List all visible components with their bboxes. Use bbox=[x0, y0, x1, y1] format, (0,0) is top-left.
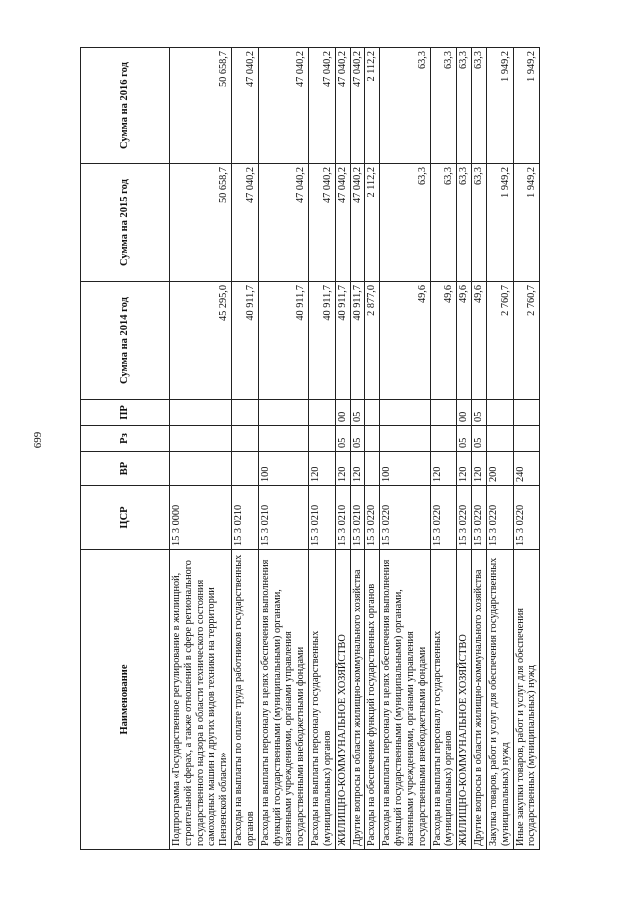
cell-pr: 00 bbox=[335, 400, 350, 426]
cell-pr bbox=[232, 400, 259, 426]
cell-sum-2014: 45 295,0 bbox=[170, 282, 232, 400]
cell-rz bbox=[513, 426, 540, 452]
table-row bbox=[457, 48, 472, 850]
table-row bbox=[486, 48, 513, 850]
cell-sum-2015: 47 040,2 bbox=[232, 164, 259, 282]
table-row bbox=[472, 48, 487, 850]
cell-csr: 15 3 0220 bbox=[430, 486, 457, 550]
header-sum-2014: Сумма на 2014 год bbox=[81, 282, 170, 400]
cell-rz bbox=[309, 426, 336, 452]
cell-sum-2015: 2 112,2 bbox=[365, 164, 380, 282]
cell-csr: 15 3 0210 bbox=[232, 486, 259, 550]
cell-pr bbox=[258, 400, 308, 426]
cell-rz: 05 bbox=[335, 426, 350, 452]
cell-name: Расходы на обеспечение функций государственных органов bbox=[365, 550, 380, 850]
cell-sum-2016: 63,3 bbox=[472, 48, 487, 164]
cell-csr: 15 3 0210 bbox=[350, 486, 365, 550]
cell-vr: 120 bbox=[472, 452, 487, 486]
cell-vr: 120 bbox=[457, 452, 472, 486]
cell-sum-2016: 47 040,2 bbox=[335, 48, 350, 164]
cell-sum-2015: 47 040,2 bbox=[258, 164, 308, 282]
cell-vr bbox=[232, 452, 259, 486]
header-rz: Рз bbox=[81, 426, 170, 452]
cell-rz: 05 bbox=[350, 426, 365, 452]
header-pr: ПР bbox=[81, 400, 170, 426]
cell-sum-2014: 40 911,7 bbox=[232, 282, 259, 400]
cell-pr bbox=[309, 400, 336, 426]
cell-sum-2016: 47 040,2 bbox=[309, 48, 336, 164]
cell-vr bbox=[365, 452, 380, 486]
page-number: 699 bbox=[32, 431, 44, 449]
cell-sum-2016: 2 112,2 bbox=[365, 48, 380, 164]
cell-sum-2015: 47 040,2 bbox=[335, 164, 350, 282]
cell-vr: 120 bbox=[335, 452, 350, 486]
cell-sum-2016: 63,3 bbox=[430, 48, 457, 164]
cell-sum-2015: 63,3 bbox=[430, 164, 457, 282]
cell-csr: 15 3 0210 bbox=[309, 486, 336, 550]
cell-name: Закупка товаров, работ и услуг для обеспечения государственных (муниципальных) нужд bbox=[486, 550, 513, 850]
cell-sum-2016: 47 040,2 bbox=[350, 48, 365, 164]
table-row bbox=[430, 48, 457, 850]
cell-sum-2016: 1 949,2 bbox=[513, 48, 540, 164]
table-row bbox=[309, 48, 336, 850]
table-row bbox=[350, 48, 365, 850]
table-row bbox=[335, 48, 350, 850]
cell-sum-2014: 2 760,7 bbox=[513, 282, 540, 400]
cell-pr: 00 bbox=[457, 400, 472, 426]
cell-rz bbox=[380, 426, 430, 452]
cell-name: Подпрограмма «Государственное регулирование в жилищной, строительной сферах, а также отношений в сфере регионального государственного надзора в области технического состояния самоходных машин и других видов техники на территории Пензенской области» bbox=[170, 550, 232, 850]
cell-rz: 05 bbox=[457, 426, 472, 452]
cell-name: Расходы на выплаты по оплате труда работников государственных органов bbox=[232, 550, 259, 850]
cell-name: ЖИЛИЩНО-КОММУНАЛЬНОЕ ХОЗЯЙСТВО bbox=[457, 550, 472, 850]
cell-sum-2014: 49,6 bbox=[380, 282, 430, 400]
cell-pr bbox=[486, 400, 513, 426]
cell-name: Другие вопросы в области жилищно-коммунального хозяйства bbox=[472, 550, 487, 850]
cell-name: Расходы на выплаты персоналу в целях обеспечения выполнения функций государственными (муниципальными) органами, казенными учреждениями, органами управления государственными внебюджетными фондами bbox=[380, 550, 430, 850]
cell-csr: 15 3 0220 bbox=[457, 486, 472, 550]
cell-sum-2016: 63,3 bbox=[457, 48, 472, 164]
cell-sum-2014: 40 911,7 bbox=[309, 282, 336, 400]
cell-sum-2015: 63,3 bbox=[472, 164, 487, 282]
header-sum-2016: Сумма на 2016 год bbox=[81, 48, 170, 164]
cell-sum-2014: 2 877,0 bbox=[365, 282, 380, 400]
cell-sum-2014: 2 760,7 bbox=[486, 282, 513, 400]
cell-pr bbox=[513, 400, 540, 426]
header-csr: ЦСР bbox=[81, 486, 170, 550]
cell-csr: 15 3 0210 bbox=[335, 486, 350, 550]
cell-pr bbox=[170, 400, 232, 426]
cell-name: Иные закупки товаров, работ и услуг для обеспечения государственных (муниципальных) нужд bbox=[513, 550, 540, 850]
table-header-row bbox=[81, 48, 170, 850]
cell-vr bbox=[170, 452, 232, 486]
cell-csr: 15 3 0210 bbox=[258, 486, 308, 550]
cell-name: Расходы на выплаты персоналу государственных (муниципальных) органов bbox=[430, 550, 457, 850]
cell-sum-2015: 47 040,2 bbox=[309, 164, 336, 282]
table-body bbox=[170, 48, 540, 850]
cell-sum-2016: 47 040,2 bbox=[232, 48, 259, 164]
cell-sum-2016: 50 658,7 bbox=[170, 48, 232, 164]
rotated-page-content bbox=[80, 48, 560, 850]
cell-pr bbox=[380, 400, 430, 426]
cell-csr: 15 3 0220 bbox=[472, 486, 487, 550]
budget-table bbox=[80, 47, 540, 850]
table-row bbox=[170, 48, 232, 850]
cell-vr: 100 bbox=[258, 452, 308, 486]
cell-sum-2014: 49,6 bbox=[457, 282, 472, 400]
cell-pr: 05 bbox=[350, 400, 365, 426]
cell-sum-2016: 63,3 bbox=[380, 48, 430, 164]
header-name: Наименование bbox=[81, 550, 170, 850]
cell-rz bbox=[430, 426, 457, 452]
cell-rz bbox=[365, 426, 380, 452]
cell-rz: 05 bbox=[472, 426, 487, 452]
header-sum-2015: Сумма на 2015 год bbox=[81, 164, 170, 282]
cell-sum-2014: 49,6 bbox=[430, 282, 457, 400]
cell-pr bbox=[430, 400, 457, 426]
cell-sum-2015: 1 949,2 bbox=[486, 164, 513, 282]
cell-vr: 200 bbox=[486, 452, 513, 486]
table-row bbox=[513, 48, 540, 850]
cell-sum-2015: 47 040,2 bbox=[350, 164, 365, 282]
cell-name: Расходы на выплаты персоналу в целях обеспечения выполнения функций государственными (муниципальными) органами, казенными учреждениями, органами управления государственными внебюджетными фондами bbox=[258, 550, 308, 850]
cell-sum-2015: 1 949,2 bbox=[513, 164, 540, 282]
cell-vr: 120 bbox=[350, 452, 365, 486]
cell-sum-2014: 49,6 bbox=[472, 282, 487, 400]
cell-sum-2016: 1 949,2 bbox=[486, 48, 513, 164]
cell-sum-2016: 47 040,2 bbox=[258, 48, 308, 164]
table-row bbox=[258, 48, 308, 850]
cell-sum-2015: 63,3 bbox=[457, 164, 472, 282]
table-row bbox=[380, 48, 430, 850]
cell-rz bbox=[486, 426, 513, 452]
cell-sum-2015: 50 658,7 bbox=[170, 164, 232, 282]
table-row bbox=[232, 48, 259, 850]
cell-rz bbox=[170, 426, 232, 452]
cell-csr: 15 3 0000 bbox=[170, 486, 232, 550]
table-row bbox=[365, 48, 380, 850]
cell-sum-2014: 40 911,7 bbox=[258, 282, 308, 400]
cell-csr: 15 3 0220 bbox=[380, 486, 430, 550]
cell-pr: 05 bbox=[472, 400, 487, 426]
cell-csr: 15 3 0220 bbox=[365, 486, 380, 550]
cell-vr: 120 bbox=[309, 452, 336, 486]
cell-vr: 120 bbox=[430, 452, 457, 486]
cell-sum-2014: 40 911,7 bbox=[350, 282, 365, 400]
header-vr: ВР bbox=[81, 452, 170, 486]
cell-sum-2015: 63,3 bbox=[380, 164, 430, 282]
cell-pr bbox=[365, 400, 380, 426]
cell-csr: 15 3 0220 bbox=[513, 486, 540, 550]
cell-name: ЖИЛИЩНО-КОММУНАЛЬНОЕ ХОЗЯЙСТВО bbox=[335, 550, 350, 850]
cell-csr: 15 3 0220 bbox=[486, 486, 513, 550]
cell-sum-2014: 40 911,7 bbox=[335, 282, 350, 400]
cell-vr: 100 bbox=[380, 452, 430, 486]
cell-vr: 240 bbox=[513, 452, 540, 486]
cell-name: Расходы на выплаты персоналу государственных (муниципальных) органов bbox=[309, 550, 336, 850]
cell-name: Другие вопросы в области жилищно-коммунального хозяйства bbox=[350, 550, 365, 850]
cell-rz bbox=[258, 426, 308, 452]
cell-rz bbox=[232, 426, 259, 452]
